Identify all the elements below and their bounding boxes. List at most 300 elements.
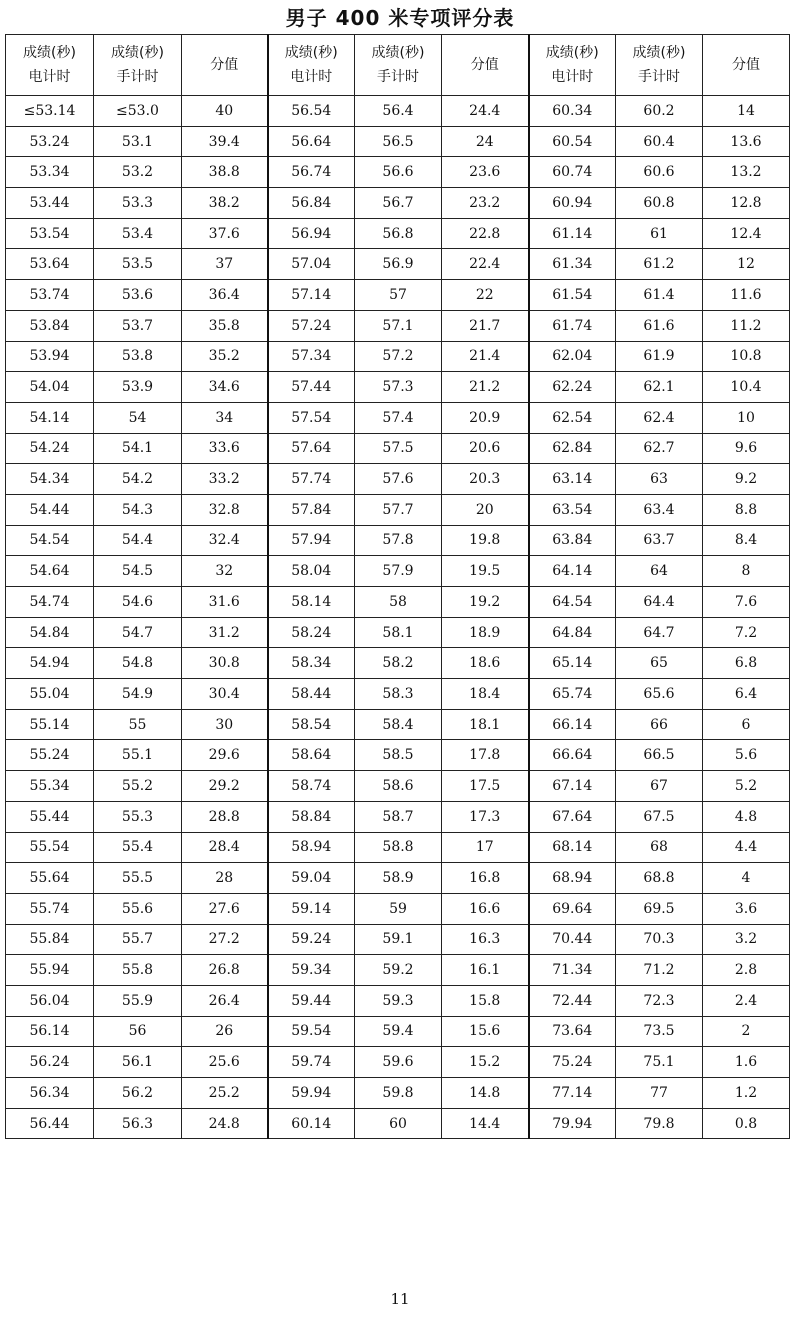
score-cell: 18.6 [442,648,529,679]
manual-time-cell: 57 [355,280,442,311]
manual-time-cell: 62.7 [616,433,703,464]
manual-time-cell: 57.7 [355,494,442,525]
electronic-time-cell: 75.24 [529,1047,616,1078]
manual-time-cell: 55.6 [94,893,182,924]
table-row [6,341,790,372]
table-row [6,740,790,771]
manual-time-cell: 61 [616,218,703,249]
electronic-time-cell: 57.24 [268,310,355,341]
score-cell: 1.2 [703,1078,790,1109]
electronic-time-cell: 56.64 [268,126,355,157]
manual-time-cell: 56.2 [94,1078,182,1109]
table-row [6,372,790,403]
table-row [6,1078,790,1109]
manual-time-cell: 55.1 [94,740,182,771]
header-score: 分值 [182,35,268,96]
page-title: 男子 400 米专项评分表 [285,6,515,30]
manual-time-cell: 53.9 [94,372,182,403]
electronic-time-cell: 53.64 [6,249,94,280]
electronic-time-cell: 59.54 [268,1016,355,1047]
manual-time-cell: 53.3 [94,188,182,219]
score-cell: 0.8 [703,1108,790,1139]
manual-time-cell: 65 [616,648,703,679]
electronic-time-cell: 56.34 [6,1078,94,1109]
score-cell: 19.2 [442,587,529,618]
score-cell: 29.2 [182,771,268,802]
electronic-time-cell: 70.44 [529,924,616,955]
score-cell: 27.2 [182,924,268,955]
score-cell: 32.8 [182,494,268,525]
manual-time-cell: 53.1 [94,126,182,157]
score-cell: 12 [703,249,790,280]
score-cell: 14.4 [442,1108,529,1139]
electronic-time-cell: 53.44 [6,188,94,219]
score-cell: 18.9 [442,617,529,648]
score-cell: 31.6 [182,587,268,618]
score-cell: 9.2 [703,464,790,495]
table-row [6,893,790,924]
score-cell: 26.4 [182,985,268,1016]
manual-time-cell: 69.5 [616,893,703,924]
electronic-time-cell: 62.24 [529,372,616,403]
electronic-time-cell: 56.54 [268,96,355,127]
electronic-time-cell: 69.64 [529,893,616,924]
score-cell: 22 [442,280,529,311]
electronic-time-cell: 54.24 [6,433,94,464]
score-cell: 16.1 [442,955,529,986]
score-cell: 22.8 [442,218,529,249]
manual-time-cell: 57.2 [355,341,442,372]
electronic-time-cell: 55.04 [6,679,94,710]
score-cell: 15.8 [442,985,529,1016]
manual-time-cell: 58.5 [355,740,442,771]
header-electronic-time: 成绩(秒) 电计时 [268,35,355,96]
electronic-time-cell: 61.14 [529,218,616,249]
manual-time-cell: 54.3 [94,494,182,525]
electronic-time-cell: 64.14 [529,556,616,587]
manual-time-cell: 60.6 [616,157,703,188]
manual-time-cell: 61.6 [616,310,703,341]
score-cell: 33.2 [182,464,268,495]
score-cell: 12.4 [703,218,790,249]
table-row [6,1108,790,1139]
electronic-time-cell: 59.04 [268,863,355,894]
table-row [6,188,790,219]
manual-time-cell: 58.9 [355,863,442,894]
electronic-time-cell: 56.84 [268,188,355,219]
score-cell: 17.3 [442,801,529,832]
electronic-time-cell: 60.74 [529,157,616,188]
electronic-time-cell: 58.04 [268,556,355,587]
score-cell: 4 [703,863,790,894]
manual-time-cell: 58.8 [355,832,442,863]
electronic-time-cell: 72.44 [529,985,616,1016]
electronic-time-cell: 63.54 [529,494,616,525]
electronic-time-cell: 58.24 [268,617,355,648]
score-cell: 5.2 [703,771,790,802]
manual-time-cell: 53.7 [94,310,182,341]
manual-time-cell: 54.5 [94,556,182,587]
manual-time-cell: 54.7 [94,617,182,648]
score-cell: 16.8 [442,863,529,894]
electronic-time-cell: 57.14 [268,280,355,311]
manual-time-cell: 55.3 [94,801,182,832]
electronic-time-cell: 62.84 [529,433,616,464]
score-cell: 4.8 [703,801,790,832]
score-cell: 18.4 [442,679,529,710]
manual-time-cell: 56.3 [94,1108,182,1139]
manual-time-cell: 61.2 [616,249,703,280]
header-score: 分值 [442,35,529,96]
table-row [6,218,790,249]
electronic-time-cell: 55.94 [6,955,94,986]
manual-time-cell: 58.3 [355,679,442,710]
score-cell: 15.6 [442,1016,529,1047]
electronic-time-cell: 62.04 [529,341,616,372]
table-row [6,494,790,525]
score-cell: 22.4 [442,249,529,280]
table-row [6,525,790,556]
score-cell: 11.6 [703,280,790,311]
electronic-time-cell: 62.54 [529,402,616,433]
manual-time-cell: 58.4 [355,709,442,740]
manual-time-cell: 59.3 [355,985,442,1016]
manual-time-cell: 57.5 [355,433,442,464]
electronic-time-cell: 54.64 [6,556,94,587]
score-cell: 13.2 [703,157,790,188]
score-cell: 6.4 [703,679,790,710]
electronic-time-cell: 54.94 [6,648,94,679]
table-row [6,310,790,341]
score-cell: 5.6 [703,740,790,771]
manual-time-cell: 57.9 [355,556,442,587]
manual-time-cell: 56.1 [94,1047,182,1078]
manual-time-cell: 56.7 [355,188,442,219]
electronic-time-cell: 60.34 [529,96,616,127]
score-cell: 10 [703,402,790,433]
score-cell: 8 [703,556,790,587]
electronic-time-cell: 61.74 [529,310,616,341]
score-cell: 20.3 [442,464,529,495]
manual-time-cell: 55.5 [94,863,182,894]
score-cell: 39.4 [182,126,268,157]
score-cell: 37.6 [182,218,268,249]
table-row [6,863,790,894]
table-row [6,433,790,464]
score-cell: 35.8 [182,310,268,341]
electronic-time-cell: 55.64 [6,863,94,894]
electronic-time-cell: 59.34 [268,955,355,986]
manual-time-cell: 59.6 [355,1047,442,1078]
table-row [6,924,790,955]
score-table [5,34,790,1139]
electronic-time-cell: 61.34 [529,249,616,280]
manual-time-cell: 61.4 [616,280,703,311]
electronic-time-cell: 57.74 [268,464,355,495]
score-cell: 35.2 [182,341,268,372]
manual-time-cell: 62.4 [616,402,703,433]
electronic-time-cell: 56.24 [6,1047,94,1078]
table-row [6,249,790,280]
manual-time-cell: 56 [94,1016,182,1047]
score-cell: 15.2 [442,1047,529,1078]
score-cell: 30 [182,709,268,740]
electronic-time-cell: 56.14 [6,1016,94,1047]
electronic-time-cell: 57.04 [268,249,355,280]
score-cell: 10.4 [703,372,790,403]
electronic-time-cell: 57.84 [268,494,355,525]
header-score: 分值 [703,35,790,96]
electronic-time-cell: 55.54 [6,832,94,863]
score-cell: 25.2 [182,1078,268,1109]
electronic-time-cell: 53.84 [6,310,94,341]
table-row [6,955,790,986]
electronic-time-cell: 58.14 [268,587,355,618]
table-row [6,648,790,679]
score-cell: 21.4 [442,341,529,372]
score-cell: 24.8 [182,1108,268,1139]
electronic-time-cell: 55.24 [6,740,94,771]
table-row [6,402,790,433]
score-cell: 13.6 [703,126,790,157]
score-cell: 6 [703,709,790,740]
electronic-time-cell: 60.94 [529,188,616,219]
table-row [6,126,790,157]
score-cell: 32 [182,556,268,587]
table-row [6,771,790,802]
manual-time-cell: 65.6 [616,679,703,710]
manual-time-cell: 54.1 [94,433,182,464]
score-cell: 20.6 [442,433,529,464]
score-cell: 18.1 [442,709,529,740]
manual-time-cell: 60.8 [616,188,703,219]
manual-time-cell: 54.8 [94,648,182,679]
score-cell: 12.8 [703,188,790,219]
electronic-time-cell: 58.44 [268,679,355,710]
score-cell: 30.8 [182,648,268,679]
electronic-time-cell: 59.94 [268,1078,355,1109]
table-row [6,587,790,618]
electronic-time-cell: 64.84 [529,617,616,648]
manual-time-cell: 59.1 [355,924,442,955]
manual-time-cell: 56.9 [355,249,442,280]
score-cell: 4.4 [703,832,790,863]
manual-time-cell: 53.8 [94,341,182,372]
manual-time-cell: 58.1 [355,617,442,648]
score-cell: 33.6 [182,433,268,464]
manual-time-cell: 53.2 [94,157,182,188]
header-manual-time: 成绩(秒) 手计时 [616,35,703,96]
manual-time-cell: 64.4 [616,587,703,618]
electronic-time-cell: 58.74 [268,771,355,802]
electronic-time-cell: 56.74 [268,157,355,188]
score-cell: 28.8 [182,801,268,832]
table-row [6,617,790,648]
score-cell: 32.4 [182,525,268,556]
electronic-time-cell: 57.64 [268,433,355,464]
manual-time-cell: 54.9 [94,679,182,710]
score-cell: 20 [442,494,529,525]
electronic-time-cell: 63.14 [529,464,616,495]
table-row [6,709,790,740]
manual-time-cell: 63.7 [616,525,703,556]
electronic-time-cell: 55.74 [6,893,94,924]
manual-time-cell: 56.4 [355,96,442,127]
score-cell: 17.5 [442,771,529,802]
manual-time-cell: 63 [616,464,703,495]
electronic-time-cell: 59.14 [268,893,355,924]
electronic-time-cell: 68.14 [529,832,616,863]
manual-time-cell: 55.9 [94,985,182,1016]
electronic-time-cell: 55.14 [6,709,94,740]
score-cell: 19.5 [442,556,529,587]
manual-time-cell: 56.8 [355,218,442,249]
header-manual-time: 成绩(秒) 手计时 [94,35,182,96]
manual-time-cell: 57.8 [355,525,442,556]
table-row [6,96,790,127]
score-cell: 30.4 [182,679,268,710]
score-cell: 20.9 [442,402,529,433]
electronic-time-cell: 53.54 [6,218,94,249]
score-cell: 2.4 [703,985,790,1016]
score-cell: 31.2 [182,617,268,648]
electronic-time-cell: 54.34 [6,464,94,495]
score-cell: 2.8 [703,955,790,986]
score-cell: 7.6 [703,587,790,618]
electronic-time-cell: 66.64 [529,740,616,771]
manual-time-cell: 79.8 [616,1108,703,1139]
manual-time-cell: ≤53.0 [94,96,182,127]
electronic-time-cell: 57.44 [268,372,355,403]
score-cell: 21.2 [442,372,529,403]
electronic-time-cell: 67.14 [529,771,616,802]
manual-time-cell: 62.1 [616,372,703,403]
header-manual-time: 成绩(秒) 手计时 [355,35,442,96]
electronic-time-cell: 54.74 [6,587,94,618]
electronic-time-cell: 58.34 [268,648,355,679]
manual-time-cell: 68 [616,832,703,863]
manual-time-cell: 57.3 [355,372,442,403]
score-cell: 1.6 [703,1047,790,1078]
table-row [6,464,790,495]
electronic-time-cell: 54.54 [6,525,94,556]
electronic-time-cell: 65.14 [529,648,616,679]
table-row [6,1047,790,1078]
score-cell: 28.4 [182,832,268,863]
manual-time-cell: 59.2 [355,955,442,986]
electronic-time-cell: 57.34 [268,341,355,372]
electronic-time-cell: 56.44 [6,1108,94,1139]
table-row [6,801,790,832]
score-cell: 19.8 [442,525,529,556]
score-cell: 10.8 [703,341,790,372]
score-cell: 24 [442,126,529,157]
manual-time-cell: 53.4 [94,218,182,249]
header-electronic-time: 成绩(秒) 电计时 [529,35,616,96]
score-cell: 17.8 [442,740,529,771]
manual-time-cell: 64.7 [616,617,703,648]
manual-time-cell: 59.8 [355,1078,442,1109]
electronic-time-cell: 55.34 [6,771,94,802]
electronic-time-cell: 60.54 [529,126,616,157]
manual-time-cell: 66 [616,709,703,740]
score-cell: 26.8 [182,955,268,986]
electronic-time-cell: 65.74 [529,679,616,710]
score-cell: 2 [703,1016,790,1047]
score-cell: 17 [442,832,529,863]
manual-time-cell: 63.4 [616,494,703,525]
manual-time-cell: 64 [616,556,703,587]
manual-time-cell: 61.9 [616,341,703,372]
table-row [6,1016,790,1047]
electronic-time-cell: 59.24 [268,924,355,955]
manual-time-cell: 55.4 [94,832,182,863]
page-number: 11 [390,1290,410,1308]
manual-time-cell: 58.2 [355,648,442,679]
table-row [6,280,790,311]
electronic-time-cell: 71.34 [529,955,616,986]
electronic-time-cell: 77.14 [529,1078,616,1109]
electronic-time-cell: 54.14 [6,402,94,433]
electronic-time-cell: 63.84 [529,525,616,556]
score-cell: 14.8 [442,1078,529,1109]
manual-time-cell: 66.5 [616,740,703,771]
electronic-time-cell: 55.44 [6,801,94,832]
score-cell: 26 [182,1016,268,1047]
electronic-time-cell: 66.14 [529,709,616,740]
manual-time-cell: 68.8 [616,863,703,894]
score-cell: 23.2 [442,188,529,219]
manual-time-cell: 72.3 [616,985,703,1016]
score-cell: 34.6 [182,372,268,403]
manual-time-cell: 71.2 [616,955,703,986]
manual-time-cell: 56.5 [355,126,442,157]
score-cell: 38.8 [182,157,268,188]
manual-time-cell: 58.6 [355,771,442,802]
score-cell: 3.6 [703,893,790,924]
score-cell: 6.8 [703,648,790,679]
manual-time-cell: 57.4 [355,402,442,433]
score-cell: 25.6 [182,1047,268,1078]
electronic-time-cell: 53.94 [6,341,94,372]
score-cell: 27.6 [182,893,268,924]
score-cell: 29.6 [182,740,268,771]
electronic-time-cell: 79.94 [529,1108,616,1139]
header-row [6,35,790,96]
score-cell: 36.4 [182,280,268,311]
manual-time-cell: 57.6 [355,464,442,495]
manual-time-cell: 60 [355,1108,442,1139]
score-cell: 21.7 [442,310,529,341]
score-cell: 40 [182,96,268,127]
electronic-time-cell: 59.44 [268,985,355,1016]
table-row [6,832,790,863]
score-table-body [6,96,790,1139]
electronic-time-cell: 60.14 [268,1108,355,1139]
manual-time-cell: 54.6 [94,587,182,618]
electronic-time-cell: 55.84 [6,924,94,955]
score-cell: 7.2 [703,617,790,648]
score-cell: 16.6 [442,893,529,924]
manual-time-cell: 56.6 [355,157,442,188]
manual-time-cell: 53.6 [94,280,182,311]
table-row [6,985,790,1016]
manual-time-cell: 55.2 [94,771,182,802]
score-cell: 8.4 [703,525,790,556]
header-electronic-time: 成绩(秒) 电计时 [6,35,94,96]
score-cell: 37 [182,249,268,280]
electronic-time-cell: 57.94 [268,525,355,556]
